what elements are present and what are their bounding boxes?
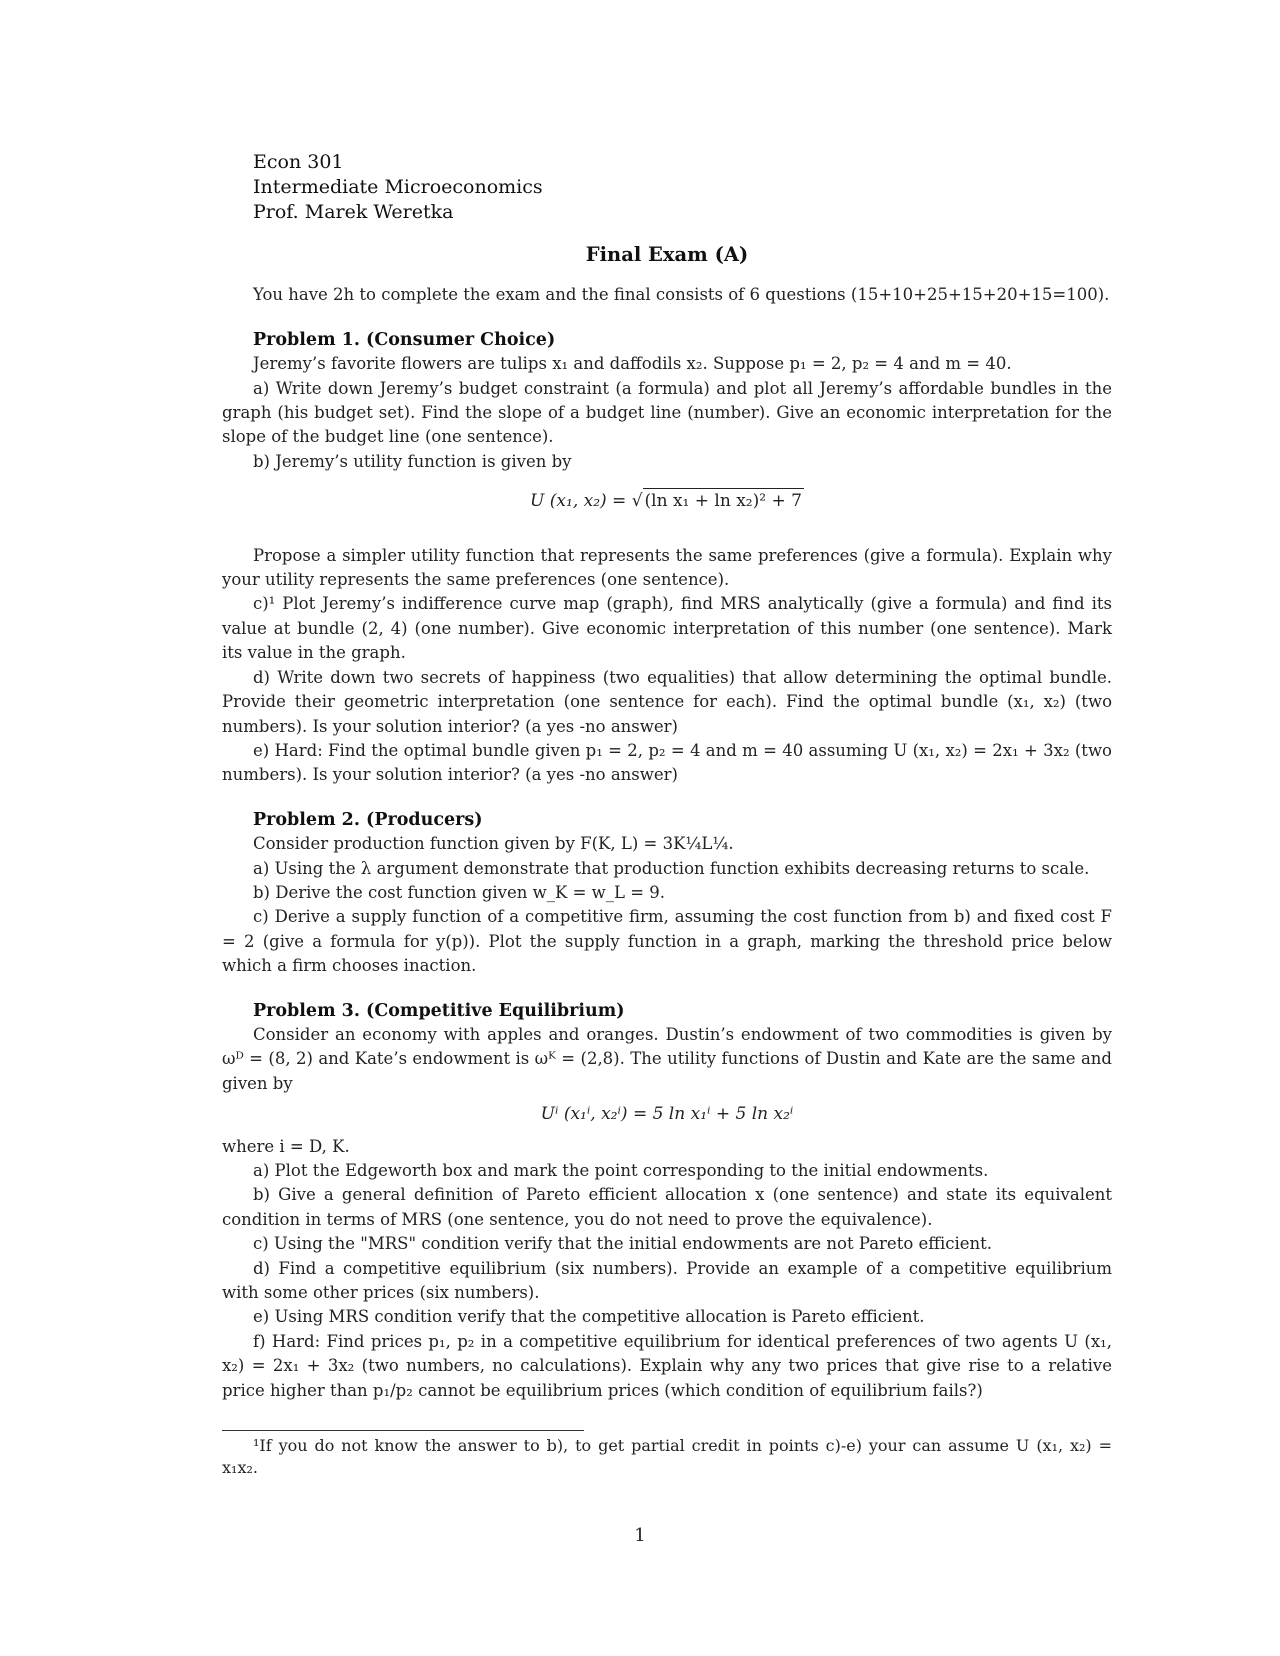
utility-equation-radicand: (ln x₁ + ln x₂)² + 7 [643,488,804,513]
utility-equation-1 [222,488,1112,513]
problem-3 [222,999,1112,1404]
problem-1-part-d: d) Write down two secrets of happiness (two equalities) that allow determining the optimal bundle. Provide their geometric interpretation (one sentence for each). Find the optimal bundle (x₁, x₂) (two numbers). Is your solution interior? (a yes -no answer) [222,667,1112,736]
problem-1-part-b-cont: Propose a simpler utility function that represents the same preferences (give a formula). Explain why your utility represents the same preferences (one sentence). [222,545,1112,590]
problem-2-part-b: b) Derive the cost function given w_K = w_L = 9. [253,882,666,902]
problem-1-intro: Jeremy’s favorite flowers are tulips x₁ and daffodils x₂. Suppose p₁ = 2, p₂ = 4 and m = 40. [253,354,1012,374]
problem-2-title: Problem 2. (Producers) [253,809,483,830]
problem-3-part-d: d) Find a competitive equilibrium (six numbers). Provide an example of a competitive equilibrium with some other prices (six numbers). [222,1258,1112,1303]
problem-1-part-e: e) Hard: Find the optimal bundle given p₁ = 2, p₂ = 4 and m = 40 assuming U (x₁, x₂) = 2x₁ + 3x₂ (two numbers). Is your solution interior? (a yes -no answer) [222,740,1112,785]
course-header [222,150,1112,225]
problem-2 [222,808,1112,979]
exam-title: Final Exam (A) [585,243,749,266]
problem-1-part-b-intro: b) Jeremy’s utility function is given by [253,451,572,471]
utility-equation-lhs: U (x₁, x₂) = √ [530,491,643,512]
problem-3-part-c: c) Using the "MRS" condition verify that the initial endowments are not Pareto efficient. [253,1234,993,1254]
exam-intro: You have 2h to complete the exam and the final consists of 6 questions (15+10+25+15+20+15=100). [253,285,1110,305]
page-number: 1 [634,1525,646,1546]
professor-name: Prof. Marek Weretka [253,201,454,223]
course-name: Intermediate Microeconomics [253,176,543,198]
footnote-text: ¹If you do not know the answer to b), to get partial credit in points c)-e) your can assume U (x₁, x₂) = x₁x₂. [222,1436,1112,1477]
problem-1-part-a: a) Write down Jeremy’s budget constraint (a formula) and plot all Jeremy’s affordable bundles in the graph (his budget set). Find the slope of a budget line (number). Give an economic interpretation for the slope of the budget line (one sentence). [222,378,1112,447]
problem-3-title: Problem 3. (Competitive Equilibrium) [253,1000,625,1021]
problem-3-part-b: b) Give a general definition of Pareto efficient allocation x (one sentence) and state its equivalent condition in terms of MRS (one sentence, you do not need to prove the equivalence). [222,1185,1112,1229]
problem-2-part-a: a) Using the λ argument demonstrate that production function exhibits decreasing returns to scale. [253,858,1090,878]
problem-3-part-a: a) Plot the Edgeworth box and mark the point corresponding to the initial endowments. [253,1161,989,1180]
utility-equation-3: Uⁱ (x₁ⁱ, x₂ⁱ) = 5 ln x₁ⁱ + 5 ln x₂ⁱ [540,1104,794,1125]
problem-3-part-f: f) Hard: Find prices p₁, p₂ in a competitive equilibrium for identical preferences of two agents U (x₁, x₂) = 2x₁ + 3x₂ (two numbers, no calculations). Explain why any two prices that give rise to a relative price higher than p₁/p₂ cannot be equilibrium prices (which condition of equilibrium fails?) [222,1331,1112,1400]
course-code: Econ 301 [253,151,344,173]
problem-2-part-c: c) Derive a supply function of a competitive firm, assuming the cost function from b) and fixed cost F = 2 (give a formula for y(p)). Plot the supply function in a graph, marking the threshold price below which a firm chooses inaction. [222,907,1112,976]
footnote [222,1430,1112,1479]
problem-3-intro: Consider an economy with apples and oranges. Dustin’s endowment of two commodities is given by ωᴰ = (8, 2) and Kate’s endowment is ωᴷ = (2,8). The utility functions of Dustin and Kate are the same and given by [222,1024,1112,1093]
problem-1 [222,328,1112,788]
problem-2-intro: Consider production function given by F(K, L) = 3K¼L¼. [253,834,734,854]
footnote-rule [222,1430,584,1431]
problem-1-title: Problem 1. (Consumer Choice) [253,329,556,350]
problem-1-part-c: c)¹ Plot Jeremy’s indifference curve map (graph), find MRS analytically (give a formula) and find its value at bundle (2, 4) (one number). Give economic interpretation of this number (one sentence). Mark its value in the graph. [222,594,1112,663]
problem-3-part-e: e) Using MRS condition verify that the competitive allocation is Pareto efficient. [253,1307,925,1327]
exam-page [222,150,1112,1403]
problem-3-where: where i = D, K. [222,1136,350,1156]
